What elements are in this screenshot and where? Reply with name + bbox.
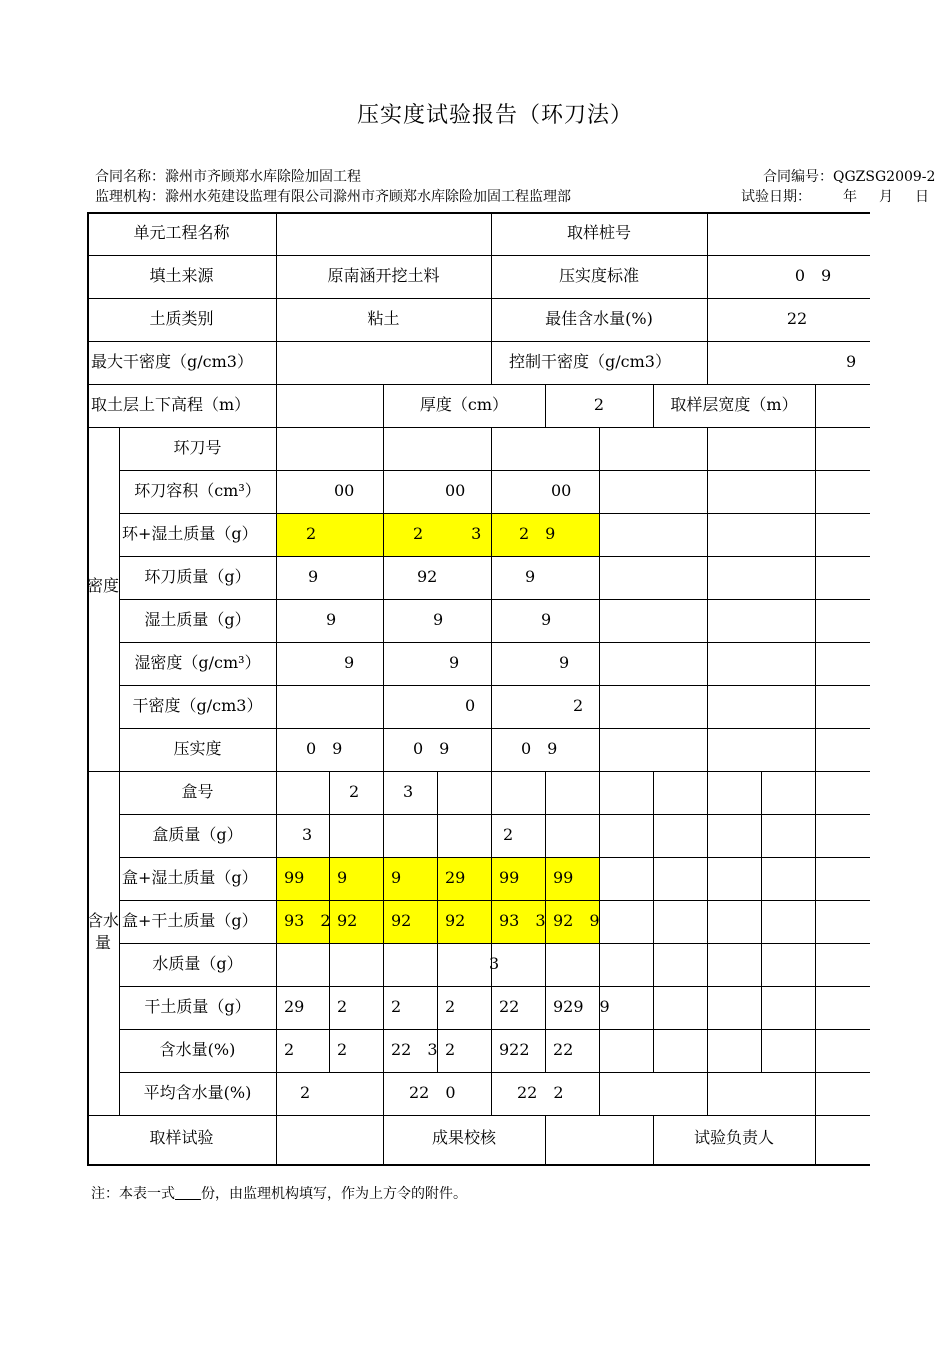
opt-moisture-label: 最佳含水量(%) xyxy=(545,309,653,328)
moisture-value: 2 xyxy=(349,782,360,801)
moisture-value: 9 xyxy=(391,868,402,887)
moisture-value: 9 xyxy=(337,868,348,887)
test-date-label: 试验日期： xyxy=(741,189,811,205)
moisture-row-label: 平均含水量(%) xyxy=(143,1083,252,1102)
soil-type-label: 土质类别 xyxy=(149,309,214,328)
density-row-label: 湿密度（g/cm³） xyxy=(134,653,261,672)
unit-name-label: 单元工程名称 xyxy=(133,223,230,242)
grid-line xyxy=(815,427,816,771)
footnote-suffix: 份，由监理机构填写，作为上方令的附件。 xyxy=(201,1186,467,1202)
test-date-month: 月 xyxy=(879,189,893,205)
contract-no-label: 合同编号： xyxy=(763,169,833,185)
compaction-std-value: 0 9 xyxy=(794,266,832,285)
moisture-value: 2 xyxy=(337,997,348,1016)
report-title: 压实度试验报告（环刀法） xyxy=(356,103,633,128)
density-row-label: 环+湿土质量（g） xyxy=(122,524,258,543)
grid-line xyxy=(119,728,870,729)
grid-line xyxy=(491,427,492,771)
moisture-value: 29 xyxy=(284,997,305,1016)
avg-moisture-value: 2 xyxy=(300,1083,311,1102)
test-date-year: 年 xyxy=(843,189,857,205)
grid-line xyxy=(276,212,277,1164)
moisture-value: 92 xyxy=(391,911,412,930)
density-value: 00 xyxy=(551,481,572,500)
density-value: 9 xyxy=(344,653,355,672)
moisture-value: 22 xyxy=(553,1040,574,1059)
density-value: 2 9 xyxy=(519,524,556,543)
compaction-std-label: 压实度标准 xyxy=(558,266,639,285)
moisture-value: 99 xyxy=(499,868,520,887)
grid-line xyxy=(491,1072,492,1115)
density-row-label: 湿土质量（g） xyxy=(144,610,251,629)
grid-line xyxy=(119,857,870,858)
grid-line xyxy=(119,943,870,944)
density-value: 0 9 xyxy=(413,739,450,758)
density-value: 0 9 xyxy=(306,739,343,758)
grid-line xyxy=(87,427,870,428)
moisture-value: 3 xyxy=(489,954,500,973)
density-value: 9 xyxy=(541,610,552,629)
grid-line xyxy=(119,814,870,815)
moisture-row-label: 干土质量（g） xyxy=(144,997,251,1016)
density-value: 0 9 xyxy=(521,739,558,758)
contract-no: QGZSG2009-2 xyxy=(833,169,936,185)
supervisor-row xyxy=(95,186,571,206)
responsible-label: 试验负责人 xyxy=(693,1128,774,1147)
test-date-day: 日 xyxy=(915,189,929,205)
density-value: 2 xyxy=(573,696,584,715)
grid-line xyxy=(437,771,438,1072)
moisture-value: 922 xyxy=(499,1040,530,1059)
moisture-value: 2 xyxy=(445,1040,456,1059)
moisture-value: 22 xyxy=(499,997,520,1016)
moisture-row-label: 盒质量（g） xyxy=(152,825,243,844)
density-value: 92 xyxy=(417,567,438,586)
moisture-value: 2 xyxy=(337,1040,348,1059)
contract-no-row xyxy=(763,166,935,186)
grid-line xyxy=(87,212,870,214)
opt-moisture-value: 22 xyxy=(786,309,808,328)
grid-line xyxy=(87,298,870,299)
grid-line xyxy=(653,771,654,1072)
grid-line xyxy=(815,1115,816,1164)
avg-moisture-value: 22 0 xyxy=(409,1083,456,1102)
footnote-prefix: 注：本表一式 xyxy=(91,1186,175,1202)
moisture-value: 3 xyxy=(403,782,414,801)
moisture-row-label: 水质量（g） xyxy=(152,954,243,973)
grid-line xyxy=(119,900,870,901)
grid-line xyxy=(87,212,89,1164)
grid-line xyxy=(599,1072,600,1115)
layer-width-label: 取样层宽度（m） xyxy=(670,395,798,414)
moisture-row-label: 盒号 xyxy=(181,782,214,801)
grid-line xyxy=(119,1072,870,1073)
grid-line xyxy=(707,212,708,384)
moisture-value: 2 xyxy=(445,997,456,1016)
moisture-value: 99 xyxy=(553,868,574,887)
grid-line xyxy=(707,1072,708,1115)
supervisor: 滁州水苑建设监理有限公司滁州市齐顾郑水库除险加固工程监理部 xyxy=(165,189,571,205)
grid-line xyxy=(815,384,816,427)
ctrl-density-label: 控制干密度（g/cm3） xyxy=(509,352,671,371)
thickness-label: 厚度（cm） xyxy=(419,395,509,414)
grid-line xyxy=(383,384,384,1164)
grid-line xyxy=(87,384,870,385)
moisture-value: 2 xyxy=(284,1040,295,1059)
max-density-label: 最大干密度（g/cm3） xyxy=(91,352,253,371)
density-row-label: 干密度（g/cm3） xyxy=(132,696,263,715)
grid-line xyxy=(119,470,870,471)
density-value: 9 xyxy=(433,610,444,629)
fill-source-value: 原南涵开挖土料 xyxy=(327,266,440,285)
moisture-value: 29 xyxy=(445,868,466,887)
density-value: 00 xyxy=(334,481,355,500)
moisture-value: 2 xyxy=(503,825,514,844)
grid-line xyxy=(119,986,870,987)
density-value: 9 xyxy=(449,653,460,672)
contract-name-label: 合同名称： xyxy=(95,169,165,185)
grid-line xyxy=(87,1115,870,1116)
density-value: 2 xyxy=(306,524,317,543)
density-row-label: 环刀号 xyxy=(173,438,222,457)
moisture-row-label: 盒+湿土质量（g） xyxy=(122,868,258,887)
grid-line xyxy=(119,685,870,686)
density-value: 00 xyxy=(445,481,466,500)
moisture-value: 22 3 xyxy=(391,1040,438,1059)
density-value: 9 xyxy=(525,567,536,586)
moisture-value: 93 2 xyxy=(284,911,331,930)
contract-name: 滁州市齐顾郑水库除险加固工程 xyxy=(165,169,361,185)
grid-line xyxy=(87,255,870,256)
contract-name-row xyxy=(95,166,361,186)
density-value: 9 xyxy=(308,567,319,586)
fill-source-label: 填土来源 xyxy=(149,266,214,285)
density-value: 9 xyxy=(326,610,337,629)
moisture-value: 99 xyxy=(284,868,305,887)
grid-line xyxy=(119,599,870,600)
grid-line xyxy=(707,427,708,771)
density-row-label: 压实度 xyxy=(173,739,222,758)
grid-line xyxy=(815,771,816,1072)
grid-line xyxy=(87,771,870,772)
moisture-value: 92 xyxy=(445,911,466,930)
grid-line xyxy=(707,771,708,1072)
grid-line xyxy=(87,1164,870,1166)
grid-line xyxy=(119,642,870,643)
footnote xyxy=(91,1183,467,1203)
sampling-label: 取样试验 xyxy=(149,1128,214,1147)
ctrl-density-value: 9 xyxy=(846,352,857,371)
grid-line xyxy=(87,341,870,342)
moisture-value: 2 xyxy=(391,997,402,1016)
grid-line xyxy=(119,1029,870,1030)
avg-moisture-value: 22 2 xyxy=(517,1083,564,1102)
copies-blank xyxy=(175,1185,201,1200)
grid-line xyxy=(815,1072,816,1115)
moisture-value: 929 9 xyxy=(553,997,610,1016)
density-row-label: 环刀质量（g） xyxy=(144,567,251,586)
sample-pile-label: 取样桩号 xyxy=(566,223,631,242)
grid-line xyxy=(119,556,870,557)
soil-type-value: 粘土 xyxy=(367,309,400,328)
density-row-label: 环刀容积（cm³） xyxy=(134,481,261,500)
moisture-row-label: 盒+干土质量（g） xyxy=(122,911,258,930)
supervisor-label: 监理机构： xyxy=(95,189,165,205)
grid-line xyxy=(761,771,762,1072)
grid-line xyxy=(491,771,492,1072)
moisture-section-label: 含水量 xyxy=(87,911,120,952)
grid-line xyxy=(119,513,870,514)
grid-line xyxy=(545,1115,546,1164)
grid-line xyxy=(599,427,600,771)
density-value: 2 3 xyxy=(413,524,482,543)
moisture-value: 92 xyxy=(337,911,358,930)
moisture-value: 92 9 xyxy=(553,911,600,930)
moisture-value: 93 3 xyxy=(499,911,546,930)
thickness-value: 2 xyxy=(593,395,605,414)
moisture-value: 3 xyxy=(302,825,313,844)
density-value: 9 xyxy=(559,653,570,672)
layer-elev-label: 取土层上下高程（m） xyxy=(91,395,251,414)
moisture-row-label: 含水量(%) xyxy=(159,1040,236,1059)
density-value: 0 xyxy=(465,696,476,715)
test-date-row xyxy=(741,186,929,206)
review-label: 成果校核 xyxy=(431,1128,496,1147)
density-section-label: 密度 xyxy=(87,576,120,595)
